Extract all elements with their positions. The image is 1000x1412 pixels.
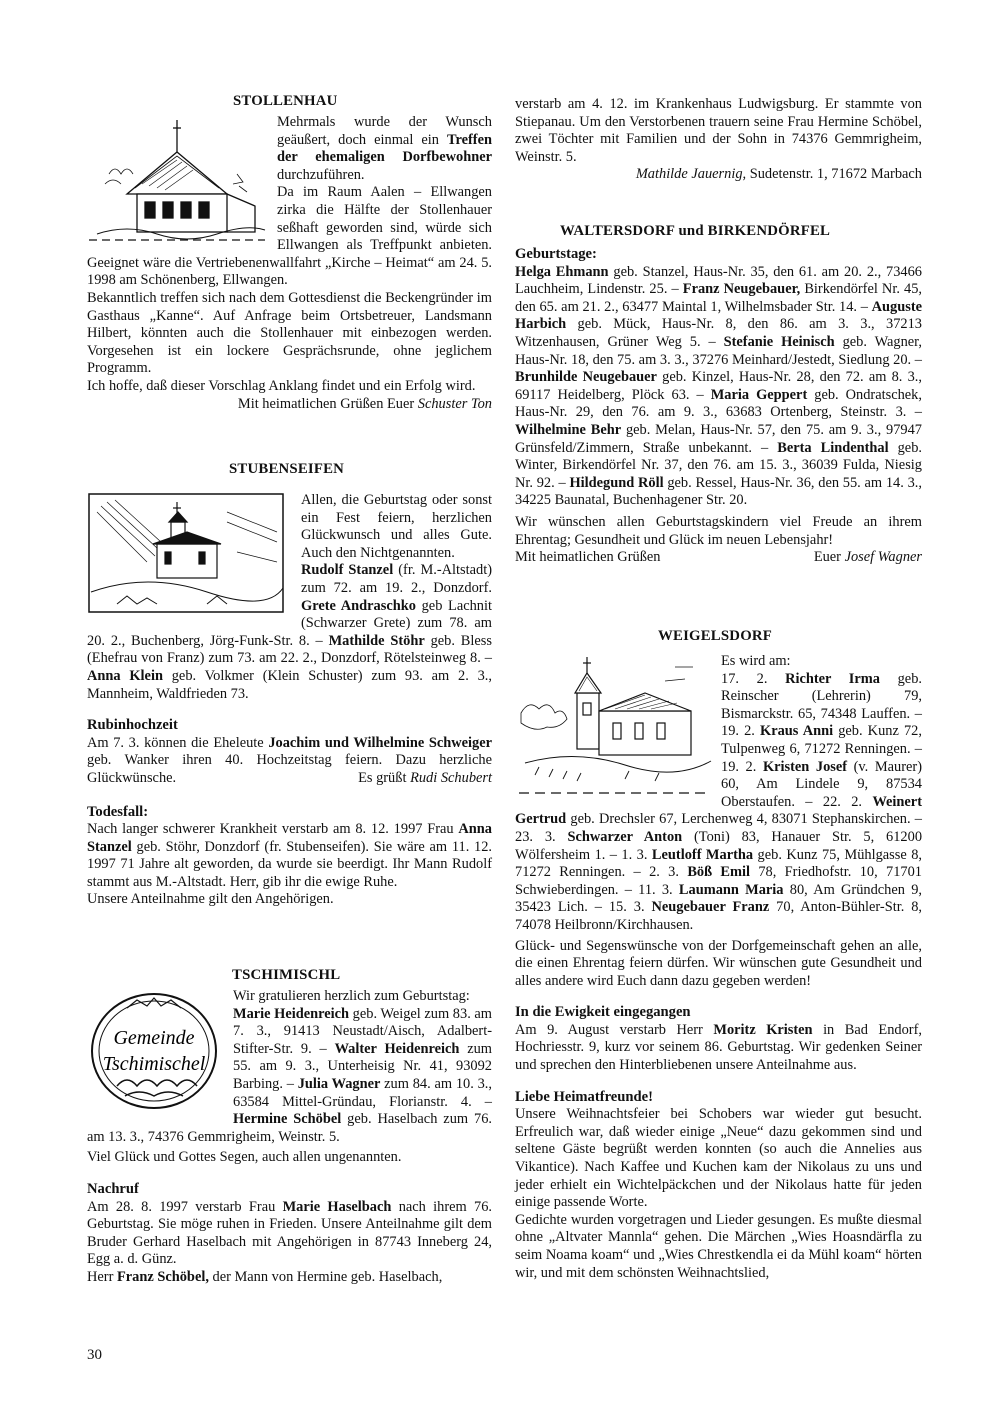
subheading-todesfall: Todesfall: [87,803,149,820]
obituary-continuation: verstarb am 4. 12. im Krankenhaus Ludwigsburg. Er stammte von Stiepanau. Um den Verstorbenen trauern seine Frau Hermine Schöbel, zwei Töchter mit Familien und der Sohn in 74376 Gemmrigheim, Weinstr. 5. [515,96,922,165]
signature-name: Rudi Schubert [410,769,492,786]
intro-text: Wir gratulieren herzlich zum Geburtstag: [233,988,470,1004]
entry-text: geb. Haselbach zum 76. am 13. 3., 74376 Gemmrigheim, Weinstr. 5. [87,1111,492,1145]
seal-text-1: Gemeinde [113,1027,195,1049]
signature-prefix: Es grüßt [358,769,407,786]
entry-text: geb. Mück, Haus-Nr. 8, den 86. am 3. 3., 37213 Witzenhausen, Grüner Weg 5. – [515,316,922,350]
entry-text: geb. Bless (Ehefrau von Franz) zum 73. am 22. 2., Donzdorf, Rötelsteinweg 8. – [87,632,492,667]
name: Berta Lindenthal [777,439,889,456]
tod-text-c: Unsere Anteilnahme gilt den Angehörigen. [87,891,334,908]
page-number: 30 [87,1347,102,1363]
signature-greeting: Mit heimatlichen Grüßen [515,549,661,566]
section-waltersdorf [515,223,922,567]
name: Rudolf Stanzel [301,562,394,579]
name: Grete Andraschko [301,597,416,614]
section-stollenhau [87,93,492,413]
section-title: STOLLENHAU [233,93,338,109]
subheading-liebe-heimatfreunde: Liebe Heimatfreunde! [515,1088,653,1105]
subheading-ewigkeit: In die Ewigkeit eingegangen [515,1004,691,1021]
text-p3: Bekanntlich treffen sich nach dem Gottesdienst die Beckengründer im Gasthaus „Kanne“. Auf Anfrage beim Ortsbetreuer, Landsmann Hilbert, könnten auch die Stollenhauer mit einbezogen werden. Vorgesehen ist ein lockere Gesprächsrunde, ohne jeglichem Programm. [87,289,492,377]
section-title: WEIGELSDORF [658,628,773,644]
church-illustration [87,114,273,248]
section-weigelsdorf [515,628,922,1282]
entry-text: geb. Kinzel, Haus-Nr. 28, den 72. am 8. 3., 69117 Heidelberg, Plöck 63. – [515,369,922,403]
name: Laumann Maria [678,881,784,898]
entry-text: geb. Stanzel, Haus-Nr. 35, den 61. am 20. 2., 73466 Lauchheim, Lindenstr. 25. – [515,263,922,298]
entry-text: 78, Friedhofstr. 10, 71701 Schwieberdingen. – 11. 3. [515,864,922,898]
signature-name: Schuster Ton [417,395,492,412]
village-church-illustration [515,653,717,803]
name: Kraus Anni [760,723,834,740]
section-tschimischl [87,967,492,1287]
tod-text-b: geb. Stöhr, Donzdorf (fr. Stubenseifen). Sie wäre am 11. 12. 1997 71 Jahre alt geworden, da wurde sie beerdigt. Ihr Mann Rudolf stammt aus M.-Altstadt. Herr, gib ihr die ewige Ruhe. [87,838,492,890]
text-p1-end: durchzuführen. [277,166,365,183]
seal-text-2: Tschimischel [102,1053,206,1075]
name: Franz Neugebauer, [682,281,801,298]
name: Hermine Schöbel [233,1111,342,1128]
nachruf-text-b: nach ihrem 76. Geburtstag. Sie möge ruhen in Frieden. Unsere Anteilnahme gilt dem Bruder Gerhard Haselbach mit Angehörigen in 87743 Inneberg 24, Egg a. d. Günz. [87,1198,492,1268]
name: Richter Irma [785,670,880,687]
section-title: STUBENSEIFEN [229,461,345,477]
village-church-illustration [87,492,293,620]
subheading-nachruf: Nachruf [87,1180,139,1197]
name: Leutloff Martha [651,846,754,863]
entry-text: geb Lachnit (Schwarzer Grete) zum 78. am 20. 2., Buchenberg, Jörg-Funk-Str. 8. – [87,597,492,649]
name: Wilhelmine Behr [515,421,622,438]
ewig-text-b: in Bad Endorf, Hochriesstr. 9, kurz vor seinem 86. Geburtstag. Wir gedenken Seiner und sprechen den Hinterbliebenen unsere Anteilnahme aus. [515,1021,922,1074]
name: Neugebauer Franz [651,899,770,916]
entry-text: geb. Ondratschek, Haus-Nr. 29, den 76. am 9. 3., 63683 Ortenberg, Steinstr. 3. – [515,386,922,421]
section-title: WALTERSDORF und BIRKENDÖRFEL [560,223,831,239]
entry-text: geb. Reinscher (Lehrerin) 79, Bismarckstr. 65, 74348 Lauffen. – 19. 2. [721,670,922,740]
letter-paragraph-1: Unsere Weihnachtsfeier bei Schobers war wieder gut besucht. Erfreulich war, daß wieder einige „Neue“ dazu gekommen sind und seltene Gäste begrüßt werden konnten (so auch die Annelies aus Vikantice). Nach Kaffee und Kuchen kam der Nikolaus zu uns und jeder erhielt ein Wichtelpäckchen und der Nikolaus hatte für jeden einige passende Worte. [515,1106,922,1211]
signature-address: Sudetenstr. 1, 71672 Marbach [749,166,922,183]
nachruf-name-2: Franz Schöbel, [116,1268,209,1285]
entry-text: (v. Maurer) 60, Am Lindele 9, 87534 Oberstaufen. – 22. 2. [721,758,922,810]
entry-text: geb. Drechsler 67, Lerchenweg 4, 83071 Stephanskirchen. – 23. 3. [515,811,922,845]
name: Marie Heidenreich [233,1005,350,1022]
signature-prefix: Mit heimatlichen Grüßen Euer [237,395,415,412]
rubin-text-b: geb. Wanker ihren 40. Hochzeitstag feiern. Dazu herzliche Glückwünsche. [87,752,492,786]
intro-text: Es wird am: [721,653,791,669]
section-title: TSCHIMISCHL [232,967,341,983]
entry-text: geb. Volkmer (Klein Schuster) zum 93. am 2. 3., Mannheim, Waldfrieden 73. [87,667,492,702]
entry-text: (fr. M.-Altstadt) zum 72. am 19. 2., Donzdorf. [301,562,492,596]
signature-prefix: Euer [813,549,841,566]
nachruf-text: Am 28. 8. 1997 verstarb Frau [87,1198,276,1215]
entry-text: geb. Melan, Haus-Nr. 57, den 75. am 9. 3., 97947 Grünsfeld/Zimmern, Straße unbekannt. – [515,421,923,456]
name: Stefanie Heinisch [723,333,835,350]
rubin-text: Am 7. 3. können die Eheleute [87,734,264,751]
name: Auguste Harbich [515,298,922,333]
entry-text: (Toni) 83, Hanauer Str. 5, 61200 Wölfersheim 1. – 1. 3. [515,828,923,863]
entry-text: zum 84. am 10. 3., 63584 Mittel-Gründau, Florianstr. 4. – [233,1075,492,1110]
entry-text: geb. Weigel zum 83. am 7. 3., 91413 Neustadt/Aisch, Adalbert-Stifter-Str. 9. – [233,1005,492,1057]
nachruf-text-c: Herr [87,1268,114,1285]
right-top-text [515,96,922,184]
wish-text: Glück- und Segenswünsche von der Dorfgemeinschaft gehen an alle, die einen Ehrentag feiern dürfen. Wir wünschen gute Gesundheit und alles andere wird Euch dann dazu gegeben werden! [515,937,922,989]
name: Maria Geppert [710,386,808,403]
signature-name: Mathilde Jauernig, [635,166,747,183]
entry-text: zum 55. am 9. 3., Unterheisig Nr. 41, 93092 Barbing. – [233,1040,492,1092]
name: Kristen Josef [762,758,848,775]
tod-name: Anna Stanzel [87,821,492,855]
name: Schwarzer Anton [567,828,683,845]
subheading-rubinhochzeit: Rubinhochzeit [87,717,178,734]
name: Anna Klein [87,667,163,684]
tod-text: Nach langer schwerer Krankheit verstarb am 8. 12. 1997 Frau [87,821,454,838]
entry-text: geb. Winter, Birkendörfel Nr. 37, den 76. am 15. 3., 36039 Fulda, Niesig Nr. 92. – [515,439,922,491]
entry-text: geb. Wagner, Haus-Nr. 18, den 75. am 3. 3., 37276 Meinhard/Jestedt, Siedlung 20. – [515,333,922,368]
text-p1: Mehrmals wurde der Wunsch geäußert, doch einmal ein [277,114,492,148]
nachruf-name: Marie Haselbach [282,1198,392,1215]
name: Julia Wagner [297,1075,381,1092]
name: Mathilde Stöhr [328,632,425,649]
name: Hildegund Röll [569,474,664,491]
municipal-seal [87,988,225,1118]
text-p1-bold: Treffen der ehemaligen Dorfbewohner [277,131,492,166]
name: Brunhilde Neugebauer [515,369,657,386]
letter-paragraph-2: Gedichte wurden vorgetragen und Lieder gesungen. Es mußte diesmal ohne „Altvater Mannla“ gehen. Die Märchen „Wies Hoasndärfla zu seim Noama koam“ und „Wies Chrestkendla ei da Mühl koam“ hörten wir, und mit dem schönsten Weihnachtslied, [515,1211,922,1281]
name: Walter Heidenreich [334,1040,460,1057]
date-text: 17. 2. [721,670,768,687]
name: Böß Emil [687,864,751,881]
wish-text: Wir wünschen allen Geburtstagskindern viel Freude an ihrem Ehrentag; Gesundheit und Glück im neuen Lebensjahr! [515,513,922,548]
entry-text: geb. Ressel, Haus-Nr. 36, den 55. am 14. 3., 34225 Baunatal, Buchenhagener Str. 20. [515,474,922,509]
section-stubenseifen [87,461,492,909]
name: Weinert Gertrud [515,793,922,828]
entry-text: geb. Kunz 75, Mühlgasse 8, 71272 Renningen. – 2. 3. [515,846,922,881]
wish-text: Viel Glück und Gottes Segen, auch allen ungenannten. [87,1149,402,1166]
text-p2: Da im Raum Aalen – Ellwangen zirka die Hälfte der Stollenhauer seßhaft geworden sind, würde sich Ellwangen als Treffpunkt anbieten. Geeignet wäre die Vertriebenenwallfahrt „Kirche – Heimat“ am 24. 5. 1998 am Schönenberg, Ellwangen. [87,184,492,289]
text-p4: Ich hoffe, daß dieser Vorschlag Anklang findet und ein Erfolg wird. [87,377,476,394]
subheading-geburtstage: Geburtstage: [515,246,597,262]
rubin-names: Joachim und Wilhelmine Schweiger [268,734,492,751]
entry-text: Birkendörfel Nr. 45, den 65. am 21. 2., 63477 Maintal 1, Wilhelmsbader Str. 14. – [515,281,922,315]
ewig-text: Am 9. August verstarb Herr [515,1021,703,1038]
signature-name: Josef Wagner [844,549,922,566]
ewig-name: Moritz Kristen [713,1021,813,1038]
entry-text: 70, Anton-Bühler-Str. 8, 74078 Heilbronn/Kirchhausen. [515,899,923,933]
nachruf-text-d: der Mann von Hermine geb. Haselbach, [212,1268,443,1285]
entry-text: 80, Am Gründchen 9, 35423 Lich. – 15. 3. [515,881,922,916]
entry-text: geb. Kunz 72, Tulpenweg 6, 71272 Renningen. – 19. 2. [721,723,922,775]
intro-text: Allen, die Geburtstag oder sonst ein Fest feiern, herzlichen Glückwunsch und alles Gute. Auch den Nichtgenannten. [301,492,492,561]
name: Helga Ehmann [515,263,609,280]
